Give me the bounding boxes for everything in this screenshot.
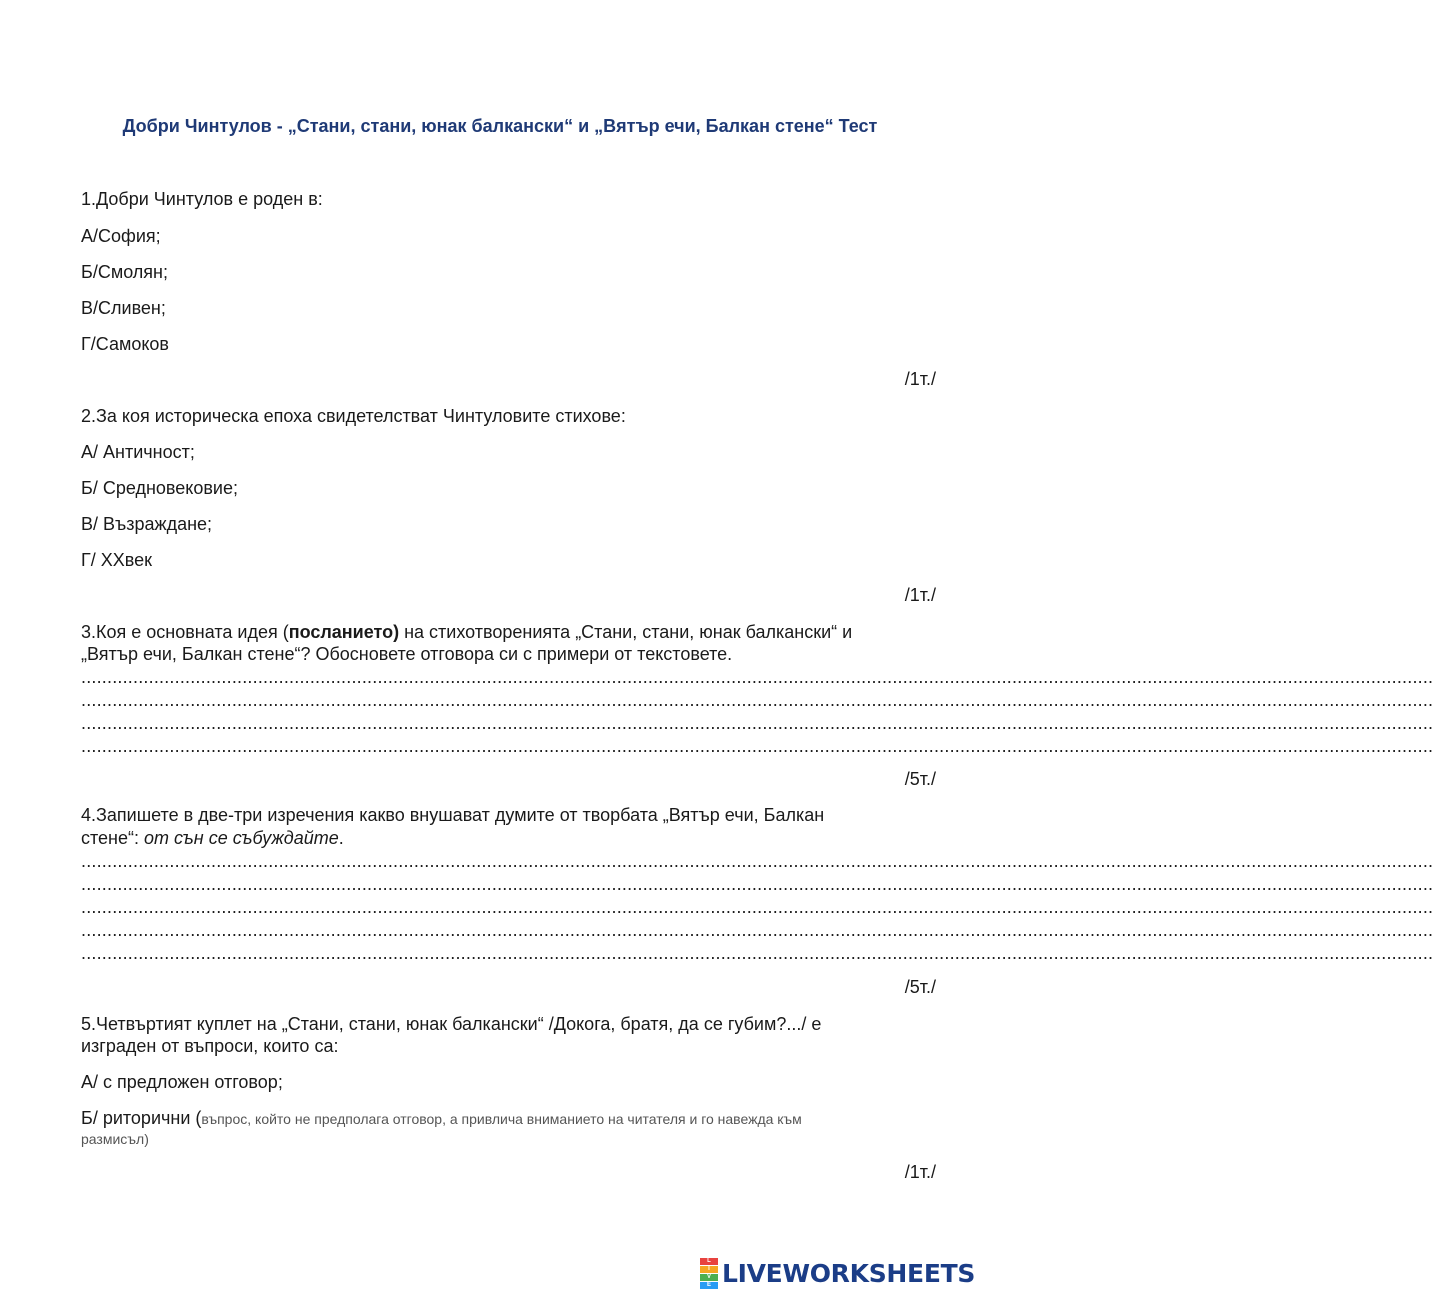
question-5-option-a[interactable]: А/ с предложен отговор; [81,1072,283,1092]
answer-line[interactable]: .................................................................................................................................................................................................................................................................... [81,920,1433,940]
question-5-line-2: изграден от въпроси, които са: [81,1036,339,1056]
answer-line[interactable]: .................................................................................................................................................................................................................................................................... [81,713,1433,733]
question-5-option-b-note-cont: размисъл) [81,1131,149,1147]
question-1-points: /1т./ [904,369,936,389]
question-3-points: /5т./ [904,769,936,789]
answer-line[interactable]: .................................................................................................................................................................................................................................................................... [81,690,1433,710]
liveworksheets-logo [700,1258,975,1289]
question-2-option-c[interactable]: В/ Възраждане; [81,514,213,534]
answer-line[interactable]: .................................................................................................................................................................................................................................................................... [81,667,1433,687]
question-3-line-1: 3.Коя е основната идея (посланието) на стихотворенията „Стани, стани, юнак балкански“ и [81,622,853,642]
question-2-option-b[interactable]: Б/ Средновековие; [81,478,238,498]
question-1-option-d[interactable]: Г/Самоков [81,334,169,354]
question-3-bold-word: посланието) [288,622,400,642]
question-1-option-b[interactable]: Б/Смолян; [81,262,168,282]
answer-line[interactable]: .................................................................................................................................................................................................................................................................... [81,943,1433,963]
page-title: Добри Чинтулов - „Стани, стани, юнак балкански“ и „Вятър ечи, Балкан стене“ Тест [122,116,878,136]
question-3-line-2: „Вятър ечи, Балкан стене“? Обосновете отговора си с примери от текстовете. [81,644,733,664]
question-5-line-1: 5.Четвъртият куплет на „Стани, стани, юнак балкански“ /Докога, братя, да се губим?.../ е [81,1014,822,1034]
answer-line[interactable]: .................................................................................................................................................................................................................................................................... [81,736,1433,756]
question-5-option-b[interactable]: Б/ риторични (въпрос, който не предполага отговор, а привлича вниманието на читателя и го навежда към [81,1108,802,1128]
answer-line[interactable]: .................................................................................................................................................................................................................................................................... [81,897,1433,917]
question-5-points: /1т./ [904,1162,936,1182]
answer-line[interactable]: .................................................................................................................................................................................................................................................................... [81,851,1433,871]
question-2-option-d[interactable]: Г/ XXвек [81,550,153,570]
question-1-option-c[interactable]: В/Сливен; [81,298,166,318]
question-1-text: 1.Добри Чинтулов е роден в: [81,189,323,209]
logo-icon: L I V E [700,1258,718,1289]
question-2-points: /1т./ [904,585,936,605]
logo-text: LIVEWORKSHEETS [722,1259,976,1288]
answer-line[interactable]: .................................................................................................................................................................................................................................................................... [81,874,1433,894]
question-2-option-a[interactable]: А/ Античност; [81,442,195,462]
question-4-line-2: стене“: от сън се събуждайте. [81,828,344,848]
question-1-option-a[interactable]: А/София; [81,226,161,246]
question-5-option-b-note: въпрос, който не предполага отговор, а привлича вниманието на читателя и го навежда към [201,1111,802,1127]
question-4-points: /5т./ [904,977,936,997]
question-4-quote: от сън се събуждайте [144,828,339,848]
question-4-line-1: 4.Запишете в две-три изречения какво внушават думите от творбата „Вятър ечи, Балкан [81,805,825,825]
question-2-text: 2.За коя историческа епоха свидетелстват Чинтуловите стихове: [81,406,626,426]
